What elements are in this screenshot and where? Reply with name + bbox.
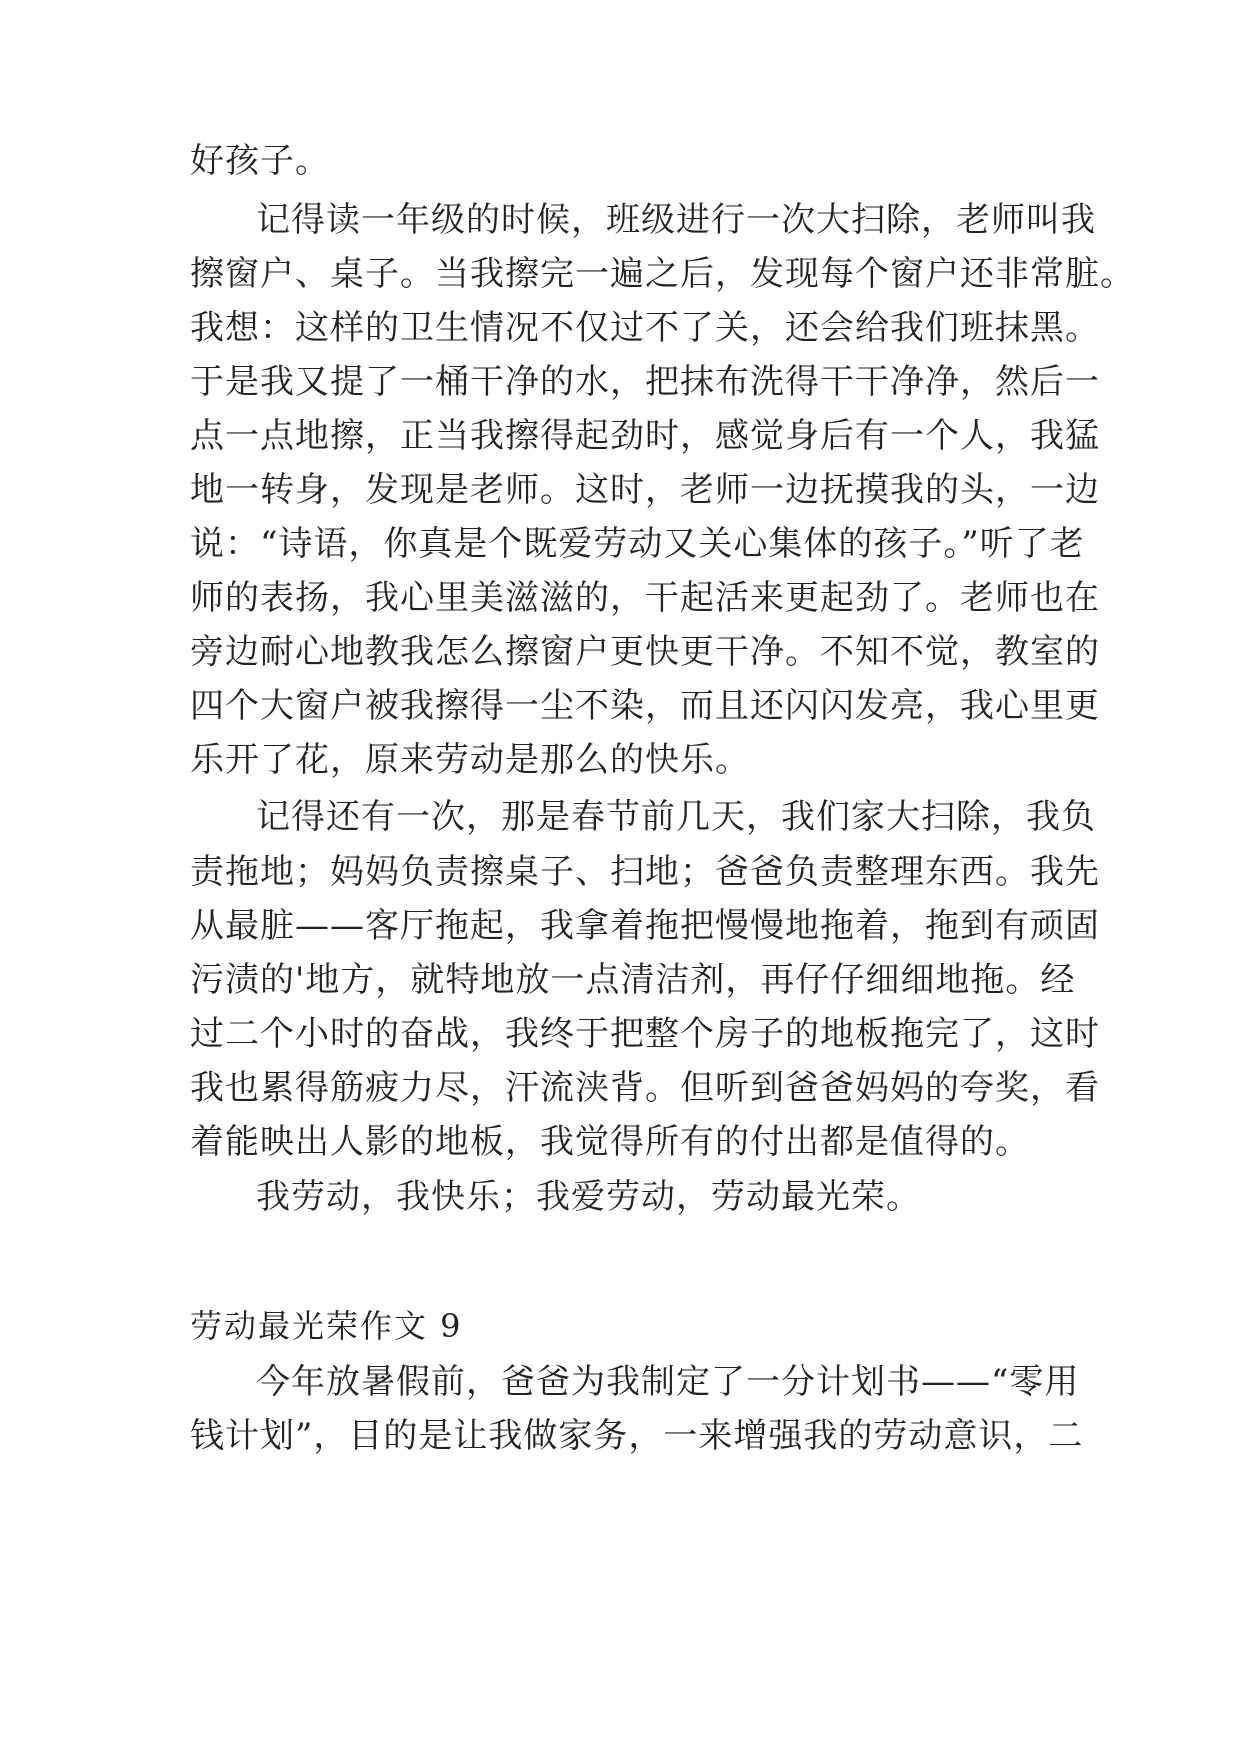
- paragraph-line: 师的表扬，我心里美滋滋的，干起活来更起劲了。老师也在: [190, 578, 1100, 618]
- paragraph-line: 着能映出人影的地板，我觉得所有的付出都是值得的。: [190, 1122, 1030, 1162]
- paragraph-line: 记得读一年级的时候，班级进行一次大扫除，老师叫我: [256, 200, 1096, 240]
- paragraph-line: 污渍的'地方，就特地放一点清洁剂，再仔仔细细地拖。经: [190, 960, 1076, 1000]
- paragraph-line: 说：“诗语，你真是个既爱劳动又关心集体的孩子。”听了老: [190, 524, 1085, 564]
- section-heading: 劳动最光荣作文 9: [190, 1307, 463, 1345]
- paragraph-line: 我也累得筋疲力尽，汗流浃背。但听到爸爸妈妈的夸奖，看: [190, 1068, 1100, 1108]
- paragraph-line: 过二个小时的奋战，我终于把整个房子的地板拖完了，这时: [190, 1014, 1100, 1054]
- paragraph-line: 我想：这样的卫生情况不仅过不了关，还会给我们班抹黑。: [190, 308, 1100, 348]
- paragraph-line: 责拖地；妈妈负责擦桌子、扫地；爸爸负责整理东西。我先: [190, 852, 1100, 892]
- paragraph-line: 我劳动，我快乐；我爱劳动，劳动最光荣。: [256, 1177, 921, 1217]
- paragraph-line: 四个大窗户被我擦得一尘不染，而且还闪闪发亮，我心里更: [190, 686, 1100, 726]
- paragraph-line: 好孩子。: [190, 141, 330, 181]
- paragraph-line: 从最脏——客厅拖起，我拿着拖把慢慢地拖着，拖到有顽固: [190, 906, 1100, 946]
- paragraph-line: 乐开了花，原来劳动是那么的快乐。: [190, 740, 750, 780]
- paragraph-line: 钱计划”，目的是让我做家务，一来增强我的劳动意识，二: [190, 1416, 1084, 1456]
- paragraph-line: 今年放暑假前，爸爸为我制定了一分计划书——“零用: [256, 1362, 1080, 1402]
- paragraph-line: 旁边耐心地教我怎么擦窗户更快更干净。不知不觉，教室的: [190, 632, 1100, 672]
- paragraph-line: 记得还有一次，那是春节前几天，我们家大扫除，我负: [256, 797, 1096, 837]
- paragraph-line: 擦窗户、桌子。当我擦完一遍之后，发现每个窗户还非常脏。: [190, 254, 1135, 294]
- paragraph-line: 于是我又提了一桶干净的水，把抹布洗得干干净净，然后一: [190, 362, 1100, 402]
- paragraph-line: 点一点地擦，正当我擦得起劲时，感觉身后有一个人，我猛: [190, 416, 1100, 456]
- paragraph-line: 地一转身，发现是老师。这时，老师一边抚摸我的头，一边: [190, 470, 1100, 510]
